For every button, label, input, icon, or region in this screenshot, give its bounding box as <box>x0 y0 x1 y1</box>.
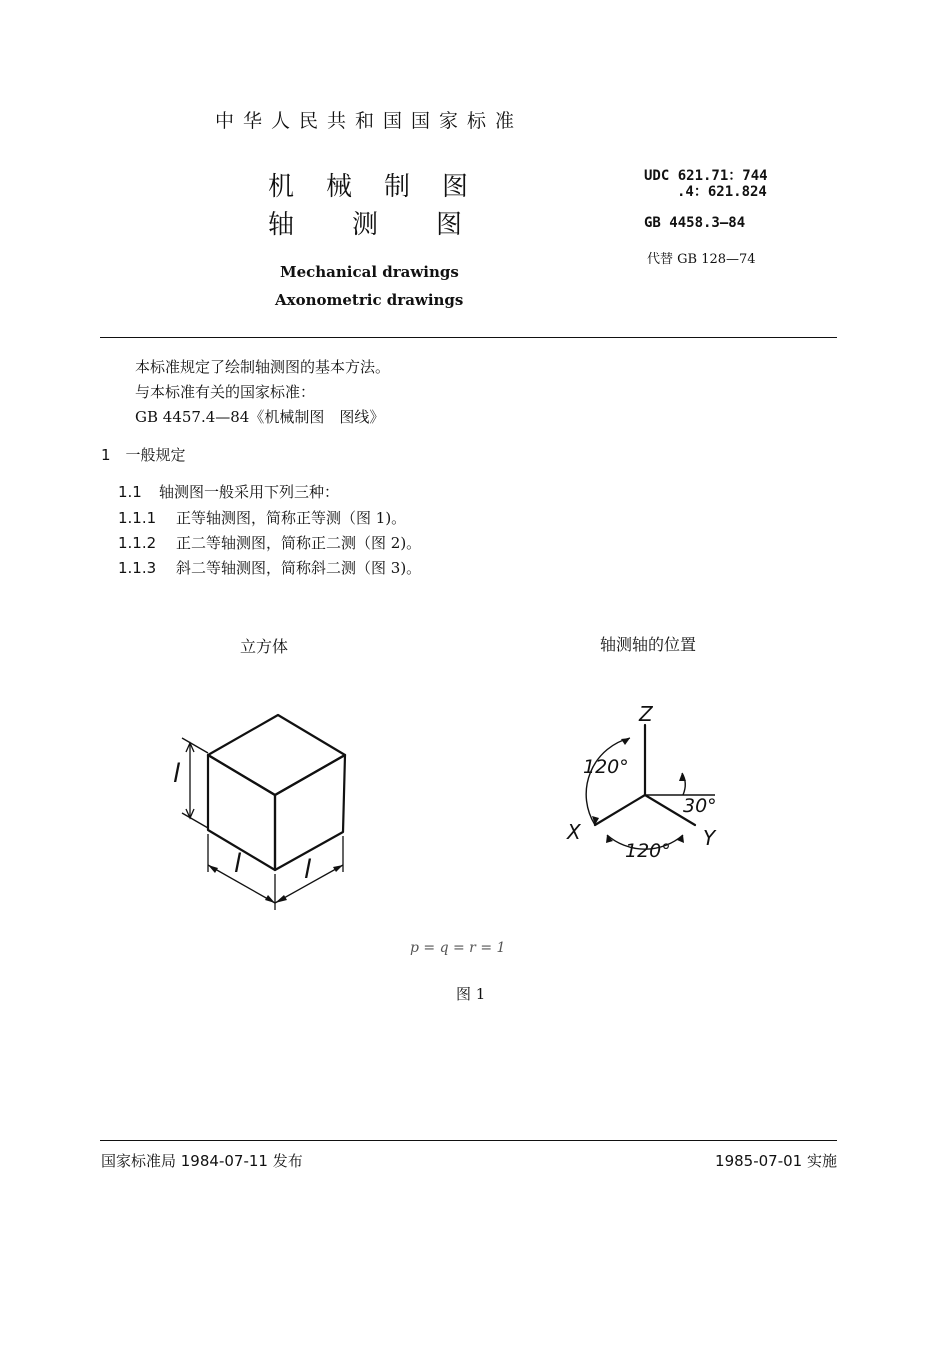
figure-label: 图 1 <box>456 985 486 1003</box>
clause-number: 1.1.3 <box>118 559 157 577</box>
cube-drawing <box>160 700 370 920</box>
intro-line-2: 与本标准有关的国家标准： <box>135 383 316 401</box>
cube-right-face <box>275 755 345 870</box>
title-line-2: 轴测图 <box>268 210 521 240</box>
replaces-standard: 代替 GB 128—74 <box>647 252 756 267</box>
udc-line-2: .4：621.824 <box>677 184 767 200</box>
clause-number: 1.1.1 <box>118 509 157 527</box>
clause-text: 正等轴测图，简称正等测（图 1)。 <box>176 509 407 527</box>
clause-number: 1.1 <box>118 483 142 501</box>
clause-1-1-1 <box>118 507 406 528</box>
angle-right-label: 30° <box>683 795 717 817</box>
english-title-line-1: Mechanical drawings <box>280 263 459 281</box>
cube-left-face <box>208 755 275 870</box>
dim-label-right: l <box>304 855 312 885</box>
cube-caption: 立方体 <box>240 637 289 656</box>
axes-caption: 轴测轴的位置 <box>600 635 697 654</box>
dim-line-left <box>208 865 275 903</box>
issue-date: 国家标准局 1984-07-11 发布 <box>101 1152 303 1170</box>
bottom-divider <box>100 1140 837 1141</box>
clause-1-1-3 <box>118 557 421 578</box>
scale-formula: p = q = r = 1 <box>410 940 506 956</box>
cube-top-face <box>208 715 345 795</box>
udc-line-1: UDC 621.71：744 <box>644 168 768 184</box>
angle-left-label: 120° <box>583 756 629 778</box>
clause-text: 轴测图一般采用下列三种： <box>159 483 340 501</box>
dim-label-vertical: l <box>173 759 181 789</box>
clause-text: 正二等轴测图，简称正二测（图 2)。 <box>176 534 422 552</box>
axis-x-label: X <box>567 820 581 844</box>
clause-1-1-2 <box>118 532 421 553</box>
dim-label-left: l <box>234 849 242 879</box>
gb-number: GB 4458.3—84 <box>644 215 746 231</box>
angle-bottom-label: 120° <box>625 840 671 862</box>
intro-line-1: 本标准规定了绘制轴测图的基本方法。 <box>135 358 391 376</box>
axis-y-label: Y <box>703 826 716 850</box>
effective-date: 1985-07-01 实施 <box>715 1152 837 1170</box>
arc-left-120 <box>586 738 630 825</box>
top-divider <box>100 337 837 338</box>
english-title-line-2: Axonometric drawings <box>275 291 464 309</box>
standard-header: 中华人民共和国国家标准 <box>215 110 524 132</box>
axis-z-label: Z <box>639 702 653 726</box>
title-line-1: 机械制图 <box>268 172 501 202</box>
axes-drawing <box>555 695 735 865</box>
intro-line-3: GB 4457.4—84《机械制图 图线》 <box>135 408 385 426</box>
clause-number: 1.1.2 <box>118 534 157 552</box>
x-axis <box>595 795 645 825</box>
clause-1-1 <box>118 481 339 502</box>
section-heading: 1 一般规定 <box>101 446 186 464</box>
clause-text: 斜二等轴测图，简称斜二测（图 3)。 <box>176 559 422 577</box>
